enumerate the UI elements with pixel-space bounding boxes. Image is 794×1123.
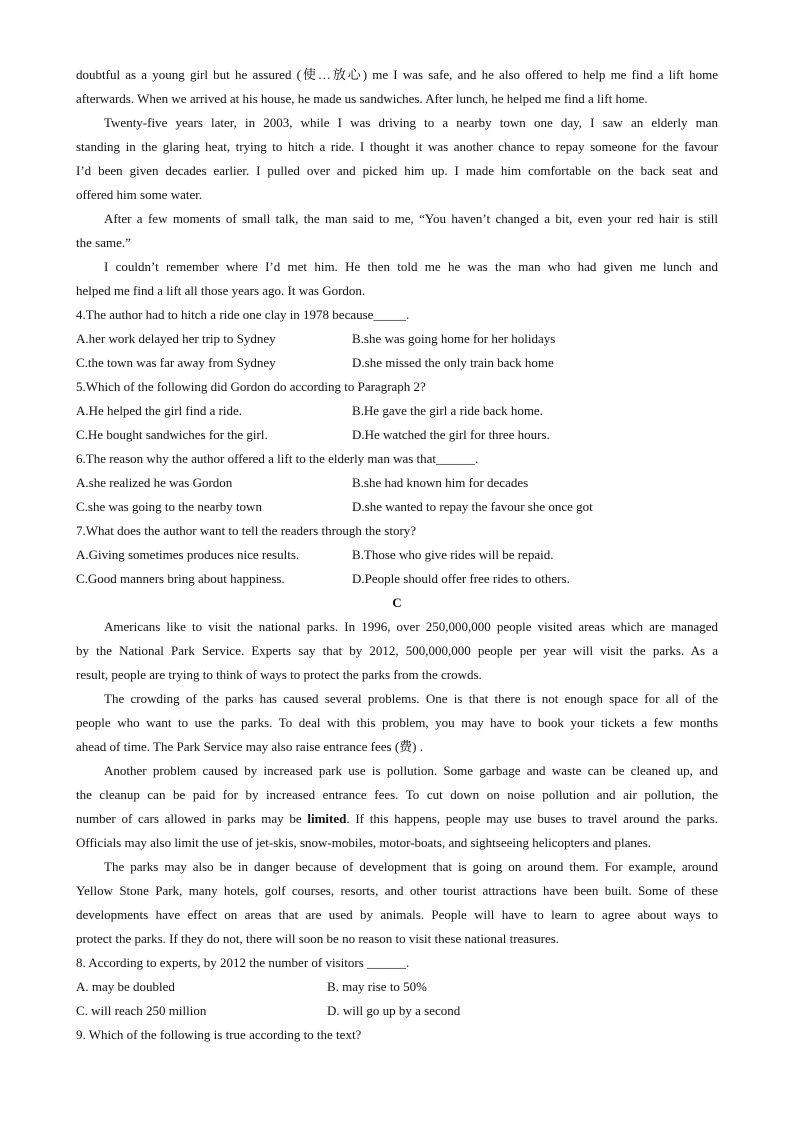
option-row (76, 351, 718, 375)
option-row (76, 399, 718, 423)
option-b: B.she was going home for her holidays (352, 331, 556, 346)
option-row (76, 495, 718, 519)
option-a: A.He helped the girl find a ride. (76, 403, 243, 418)
passage-line (76, 807, 718, 831)
option-row (76, 975, 718, 999)
passage-line: Twenty-five years later, in 2003, while I was driving to a nearby town one day, I saw an elderly man (104, 115, 718, 130)
passage-line: The crowding of the parks has caused several problems. One is that there is not enough space for all of the (104, 691, 718, 706)
passage-line: standing in the glaring heat, trying to hitch a ride. I thought it was another chance to repay someone for the favour (76, 139, 718, 154)
option-c: C.Good manners bring about happiness. (76, 571, 285, 586)
passage-line: result, people are trying to think of ways to protect the parks from the crowds. (76, 667, 482, 682)
question-stem: 7.What does the author want to tell the readers through the story? (76, 523, 417, 538)
passage-text: . If this happens, people may use buses to travel around the parks. (346, 811, 718, 826)
option-row (76, 999, 718, 1023)
option-c: C. will reach 250 million (76, 1003, 207, 1018)
question-stem: 9. Which of the following is true according to the text? (76, 1027, 362, 1042)
option-d: D.she missed the only train back home (352, 355, 554, 370)
passage-line: Another problem caused by increased park use is pollution. Some garbage and waste can be cleaned up, and (104, 763, 718, 778)
passage-line: Americans like to visit the national parks. In 1996, over 250,000,000 people visited areas which are managed (104, 619, 718, 634)
passage-line: the same.” (76, 235, 131, 250)
option-b: B.He gave the girl a ride back home. (352, 403, 543, 418)
option-row (76, 543, 718, 567)
bold-word: limited (307, 811, 347, 826)
option-d: D.He watched the girl for three hours. (352, 427, 550, 442)
option-d: D.she wanted to repay the favour she once got (352, 499, 593, 514)
option-row (76, 423, 718, 447)
passage-line: protect the parks. If they do not, there will soon be no reason to visit these national treasures. (76, 931, 560, 946)
passage-line: the cleanup can be paid for by increased entrance fees. To cut down on noise pollution and air pollution, the (76, 787, 718, 802)
question-stem: 4.The author had to hitch a ride one clay in 1978 because_____. (76, 307, 410, 322)
passage-line: After a few moments of small talk, the man said to me, “You haven’t changed a bit, even your red hair is still (104, 211, 718, 226)
passage-line: Yellow Stone Park, many hotels, golf courses, resorts, and other tourist attractions have been built. Some of these (76, 883, 718, 898)
option-b: B.she had known him for decades (352, 475, 529, 490)
passage-text: number of cars allowed in parks may be (76, 811, 302, 826)
passage-line: people who want to use the parks. To deal with this problem, you may have to book your tickets a few months (76, 715, 718, 730)
option-c: C.the town was far away from Sydney (76, 355, 276, 370)
question-stem: 6.The reason why the author offered a lift to the elderly man was that______. (76, 451, 479, 466)
option-d: D. will go up by a second (327, 1003, 461, 1018)
option-a: A.she realized he was Gordon (76, 475, 233, 490)
passage-line: afterwards. When we arrived at his house, he made us sandwiches. After lunch, he helped me find a lift home. (76, 91, 648, 106)
passage-line: The parks may also be in danger because of development that is going on around them. For example, around (104, 859, 718, 874)
passage-line: doubtful as a young girl but he assured (使…放心) me I was safe, and he also offered to help me find a lift home (76, 67, 718, 82)
passage-line: helped me find a lift all those years ago. It was Gordon. (76, 283, 366, 298)
option-b: B. may rise to 50% (327, 979, 428, 994)
passage-line: developments have effect on areas that are used by animals. People will have to learn to agree about ways to (76, 907, 718, 922)
passage-line: I’d been given decades earlier. I pulled over and picked him up. I made him comfortable on the back seat and (76, 163, 718, 178)
option-c: C.she was going to the nearby town (76, 499, 262, 514)
question-stem: 8. According to experts, by 2012 the number of visitors ______. (76, 955, 410, 970)
section-heading: C (392, 595, 402, 610)
option-a: A.her work delayed her trip to Sydney (76, 331, 276, 346)
passage-line: I couldn’t remember where I’d met him. He then told me he was the man who had given me lunch and (104, 259, 718, 274)
option-b: B.Those who give rides will be repaid. (352, 547, 554, 562)
option-row (76, 471, 718, 495)
option-c: C.He bought sandwiches for the girl. (76, 427, 268, 442)
passage-line: Officials may also limit the use of jet-skis, snow-mobiles, motor-boats, and sightseeing helicopters and planes. (76, 835, 652, 850)
document-page (76, 63, 718, 1047)
question-stem: 5.Which of the following did Gordon do according to Paragraph 2? (76, 379, 426, 394)
passage-line: by the National Park Service. Experts say that by 2012, 500,000,000 people per year will visit the parks. As a (76, 643, 718, 658)
passage-line: ahead of time. The Park Service may also raise entrance fees (费) . (76, 739, 424, 754)
option-row (76, 567, 718, 591)
option-a: A. may be doubled (76, 979, 175, 994)
option-d: D.People should offer free rides to others. (352, 571, 570, 586)
passage-line: offered him some water. (76, 187, 203, 202)
option-a: A.Giving sometimes produces nice results. (76, 547, 300, 562)
option-row (76, 327, 718, 351)
